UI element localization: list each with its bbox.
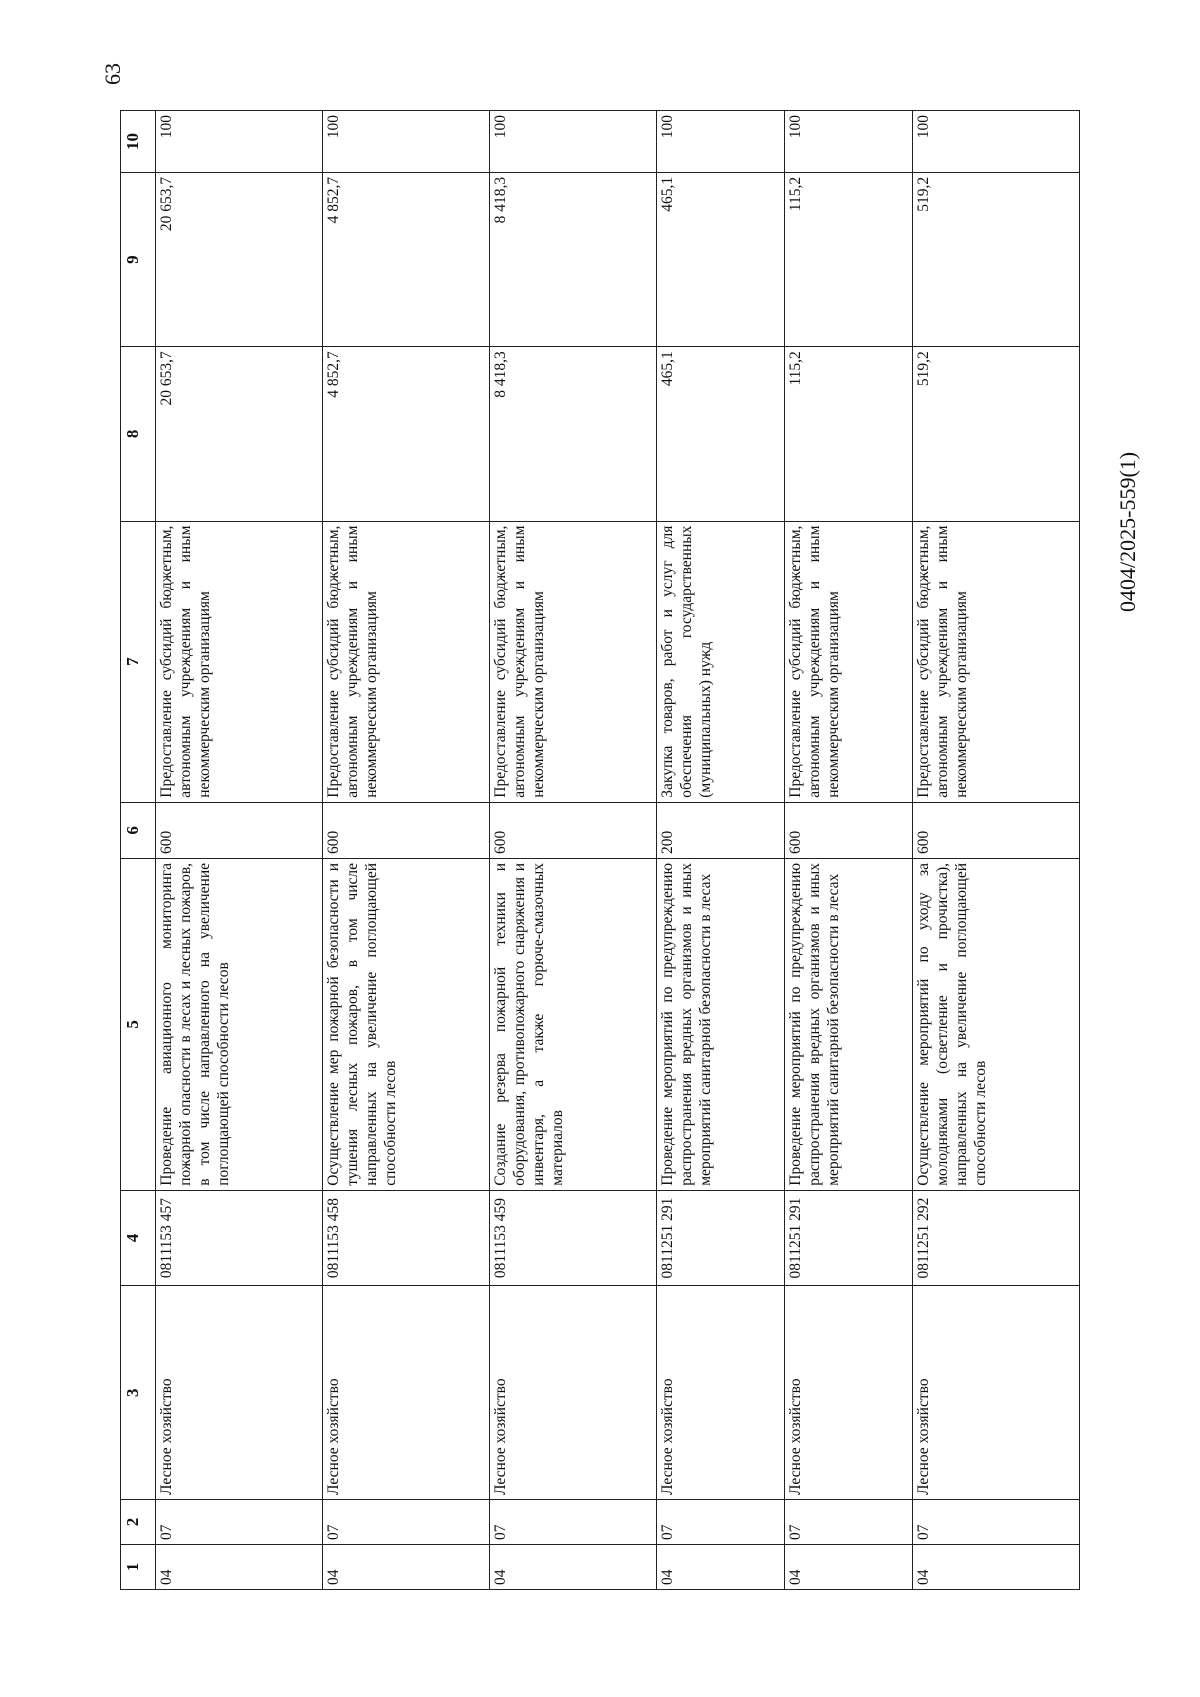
table-row	[156, 111, 323, 1590]
cell-section: 04	[323, 1545, 490, 1590]
cell-plan-amount: 20 653,7	[156, 347, 323, 521]
cell-section-name: Лесное хозяйство	[156, 1286, 323, 1500]
document-code: 0404/2025-559(1)	[1115, 451, 1140, 612]
header-col-6: 6	[121, 802, 156, 858]
cell-expense-name: Предоставление субсидий бюджетным, автономным учреждениям и иным некоммерческим организациям	[156, 521, 323, 802]
page-number: 63	[100, 63, 125, 85]
cell-target-name: Осуществление мероприятий по уходу за молодняками (осветление и прочистка), направленных на увеличение поглощающей способности лесов	[912, 858, 1079, 1190]
cell-percent: 100	[490, 111, 657, 173]
header-col-7: 7	[121, 521, 156, 802]
table-row	[785, 111, 913, 1590]
table-row	[657, 111, 785, 1590]
cell-target-code: 0811153 457	[156, 1190, 323, 1286]
cell-actual-amount: 519,2	[912, 172, 1079, 346]
header-col-9: 9	[121, 172, 156, 346]
cell-actual-amount: 465,1	[657, 172, 785, 346]
cell-expense-name: Предоставление субсидий бюджетным, автономным учреждениям и иным некоммерческим организациям	[323, 521, 490, 802]
cell-subsection: 07	[785, 1500, 913, 1545]
cell-expense-type: 600	[323, 802, 490, 858]
cell-percent: 100	[912, 111, 1079, 173]
cell-plan-amount: 465,1	[657, 347, 785, 521]
cell-plan-amount: 4 852,7	[323, 347, 490, 521]
cell-target-name: Проведение мероприятий по предупреждению распространения вредных организмов и иных мероприятий санитарной безопасности в лесах	[657, 858, 785, 1190]
cell-plan-amount: 519,2	[912, 347, 1079, 521]
cell-target-name: Осуществление мер пожарной безопасности и тушения лесных пожаров, в том числе направленных на увеличение поглощающей способности лесов	[323, 858, 490, 1190]
header-col-10: 10	[121, 111, 156, 173]
cell-expense-name: Предоставление субсидий бюджетным, автономным учреждениям и иным некоммерческим организациям	[912, 521, 1079, 802]
header-col-3: 3	[121, 1286, 156, 1500]
header-col-2: 2	[121, 1500, 156, 1545]
cell-percent: 100	[785, 111, 913, 173]
cell-target-code: 0811251 291	[657, 1190, 785, 1286]
cell-percent: 100	[323, 111, 490, 173]
cell-subsection: 07	[490, 1500, 657, 1545]
cell-target-code: 0811153 458	[323, 1190, 490, 1286]
cell-percent: 100	[657, 111, 785, 173]
cell-target-code: 0811251 292	[912, 1190, 1079, 1286]
cell-section: 04	[785, 1545, 913, 1590]
cell-subsection: 07	[912, 1500, 1079, 1545]
header-col-8: 8	[121, 347, 156, 521]
cell-expense-type: 600	[156, 802, 323, 858]
cell-plan-amount: 8 418,3	[490, 347, 657, 521]
table-row	[490, 111, 657, 1590]
cell-section: 04	[657, 1545, 785, 1590]
header-col-4: 4	[121, 1190, 156, 1286]
cell-expense-type: 200	[657, 802, 785, 858]
cell-expense-type: 600	[912, 802, 1079, 858]
cell-section-name: Лесное хозяйство	[323, 1286, 490, 1500]
cell-section: 04	[156, 1545, 323, 1590]
cell-section: 04	[490, 1545, 657, 1590]
cell-expense-name: Предоставление субсидий бюджетным, автономным учреждениям и иным некоммерческим организациям	[785, 521, 913, 802]
header-col-1: 1	[121, 1545, 156, 1590]
cell-target-name: Проведение авиационного мониторинга пожарной опасности в лесах и лесных пожаров, в том числе направленного на увеличение поглощающей способности лесов	[156, 858, 323, 1190]
cell-actual-amount: 8 418,3	[490, 172, 657, 346]
cell-section-name: Лесное хозяйство	[912, 1286, 1079, 1500]
cell-subsection: 07	[657, 1500, 785, 1545]
cell-expense-name: Закупка товаров, работ и услуг для обеспечения государственных (муниципальных) нужд	[657, 521, 785, 802]
table-row	[323, 111, 490, 1590]
cell-subsection: 07	[323, 1500, 490, 1545]
cell-section-name: Лесное хозяйство	[657, 1286, 785, 1500]
cell-expense-type: 600	[785, 802, 913, 858]
cell-section-name: Лесное хозяйство	[490, 1286, 657, 1500]
cell-section-name: Лесное хозяйство	[785, 1286, 913, 1500]
cell-subsection: 07	[156, 1500, 323, 1545]
cell-target-code: 0811251 291	[785, 1190, 913, 1286]
header-col-5: 5	[121, 858, 156, 1190]
cell-target-code: 0811153 459	[490, 1190, 657, 1286]
budget-table	[120, 110, 1080, 1590]
budget-table-container	[120, 110, 1120, 1590]
cell-plan-amount: 115,2	[785, 347, 913, 521]
cell-actual-amount: 4 852,7	[323, 172, 490, 346]
header-row	[121, 111, 156, 1590]
cell-target-name: Проведение мероприятий по предупреждению распространения вредных организмов и иных мероприятий санитарной безопасности в лесах	[785, 858, 913, 1190]
cell-actual-amount: 115,2	[785, 172, 913, 346]
cell-section: 04	[912, 1545, 1079, 1590]
cell-percent: 100	[156, 111, 323, 173]
cell-actual-amount: 20 653,7	[156, 172, 323, 346]
cell-expense-type: 600	[490, 802, 657, 858]
cell-target-name: Создание резерва пожарной техники и оборудования, противопожарного снаряжения и инвентаря, а также горюче-смазочных материалов	[490, 858, 657, 1190]
table-row	[912, 111, 1079, 1590]
cell-expense-name: Предоставление субсидий бюджетным, автономным учреждениям и иным некоммерческим организациям	[490, 521, 657, 802]
